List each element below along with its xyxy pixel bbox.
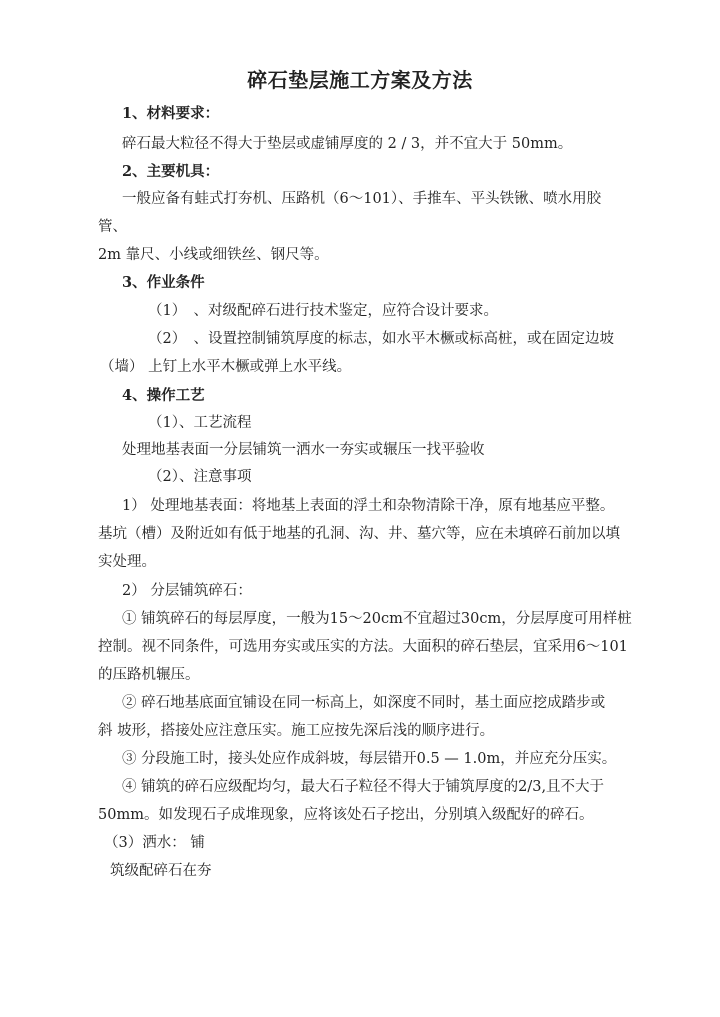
- paragraph-line: 碎石最大粒径不得大于垫层或虚铺厚度的 2 / 3，并不宜大于 50mm。: [122, 136, 573, 152]
- paragraph-line: （2）、注意事项: [148, 469, 252, 485]
- paragraph-line: 50mm。如发现石子成堆现象，应将该处石子挖出，分别填入级配好的碎石。: [98, 807, 594, 823]
- paragraph-line: （3）洒水： 铺: [104, 835, 205, 851]
- paragraph-line: 1） 处理地基表面：将地基上表面的浮土和杂物清除干净，原有地基应平整。: [122, 498, 615, 514]
- paragraph-line: （1） 、对级配碎石进行技术鉴定，应符合设计要求。: [148, 303, 498, 319]
- paragraph-line: 2） 分层铺筑碎石：: [122, 583, 252, 599]
- paragraph-line: 处理地基表面一分层铺筑一洒水一夯实或辗压一找平验收: [122, 442, 485, 458]
- paragraph-line: ② 碎石地基底面宜铺设在同一标高上，如深度不同时，基土面应挖成踏步或: [122, 695, 606, 711]
- paragraph-line: ③ 分段施工时，接头处应作成斜坡，每层错开0.5 — 1.0m，并应充分压实。: [122, 751, 617, 767]
- paragraph-line: （1）、工艺流程: [148, 415, 252, 431]
- paragraph-line: 的压路机辗压。: [98, 667, 200, 683]
- paragraph-line: 管、: [98, 219, 127, 235]
- paragraph-line: 一般应备有蛙式打夯机、压路机（6～101）、手推车、平头铁锹、喷水用胶: [122, 191, 602, 207]
- paragraph-line: 斜 坡形，搭接处应注意压实。施工应按先深后浅的顺序进行。: [98, 723, 495, 739]
- heading-conditions: 3、作业条件: [122, 274, 205, 291]
- paragraph-line: 筑级配碎石在夯: [110, 863, 212, 879]
- paragraph-line: 控制。视不同条件，可选用夯实或压实的方法。大面积的碎石垫层，宜采用6～101: [98, 639, 628, 655]
- heading-process: 4、操作工艺: [122, 387, 205, 404]
- heading-tools: 2、主要机具：: [122, 163, 220, 180]
- paragraph-line: ④ 铺筑的碎石应级配均匀，最大石子粒径不得大于铺筑厚度的2/3,且不大于: [122, 779, 605, 795]
- paragraph-line: （2） 、设置控制铺筑厚度的标志，如水平木橛或标高桩，或在固定边坡: [148, 331, 614, 347]
- paragraph-line: （墙） 上钉上水平木橛或弹上水平线。: [100, 359, 352, 375]
- paragraph-line: 2m 靠尺、小线或细铁丝、钢尺等。: [98, 247, 329, 263]
- paragraph-line: 实处理。: [98, 554, 156, 570]
- heading-materials: 1、材料要求：: [122, 105, 220, 122]
- paragraph-line: 基坑（槽）及附近如有低于地基的孔洞、沟、井、墓穴等，应在未填碎石前加以填: [98, 526, 620, 542]
- document-title: 碎石垫层施工方案及方法: [247, 68, 473, 92]
- paragraph-line: ① 铺筑碎石的每层厚度，一般为15～20cm不宜超过30cm，分层厚度可用样桩: [122, 611, 632, 627]
